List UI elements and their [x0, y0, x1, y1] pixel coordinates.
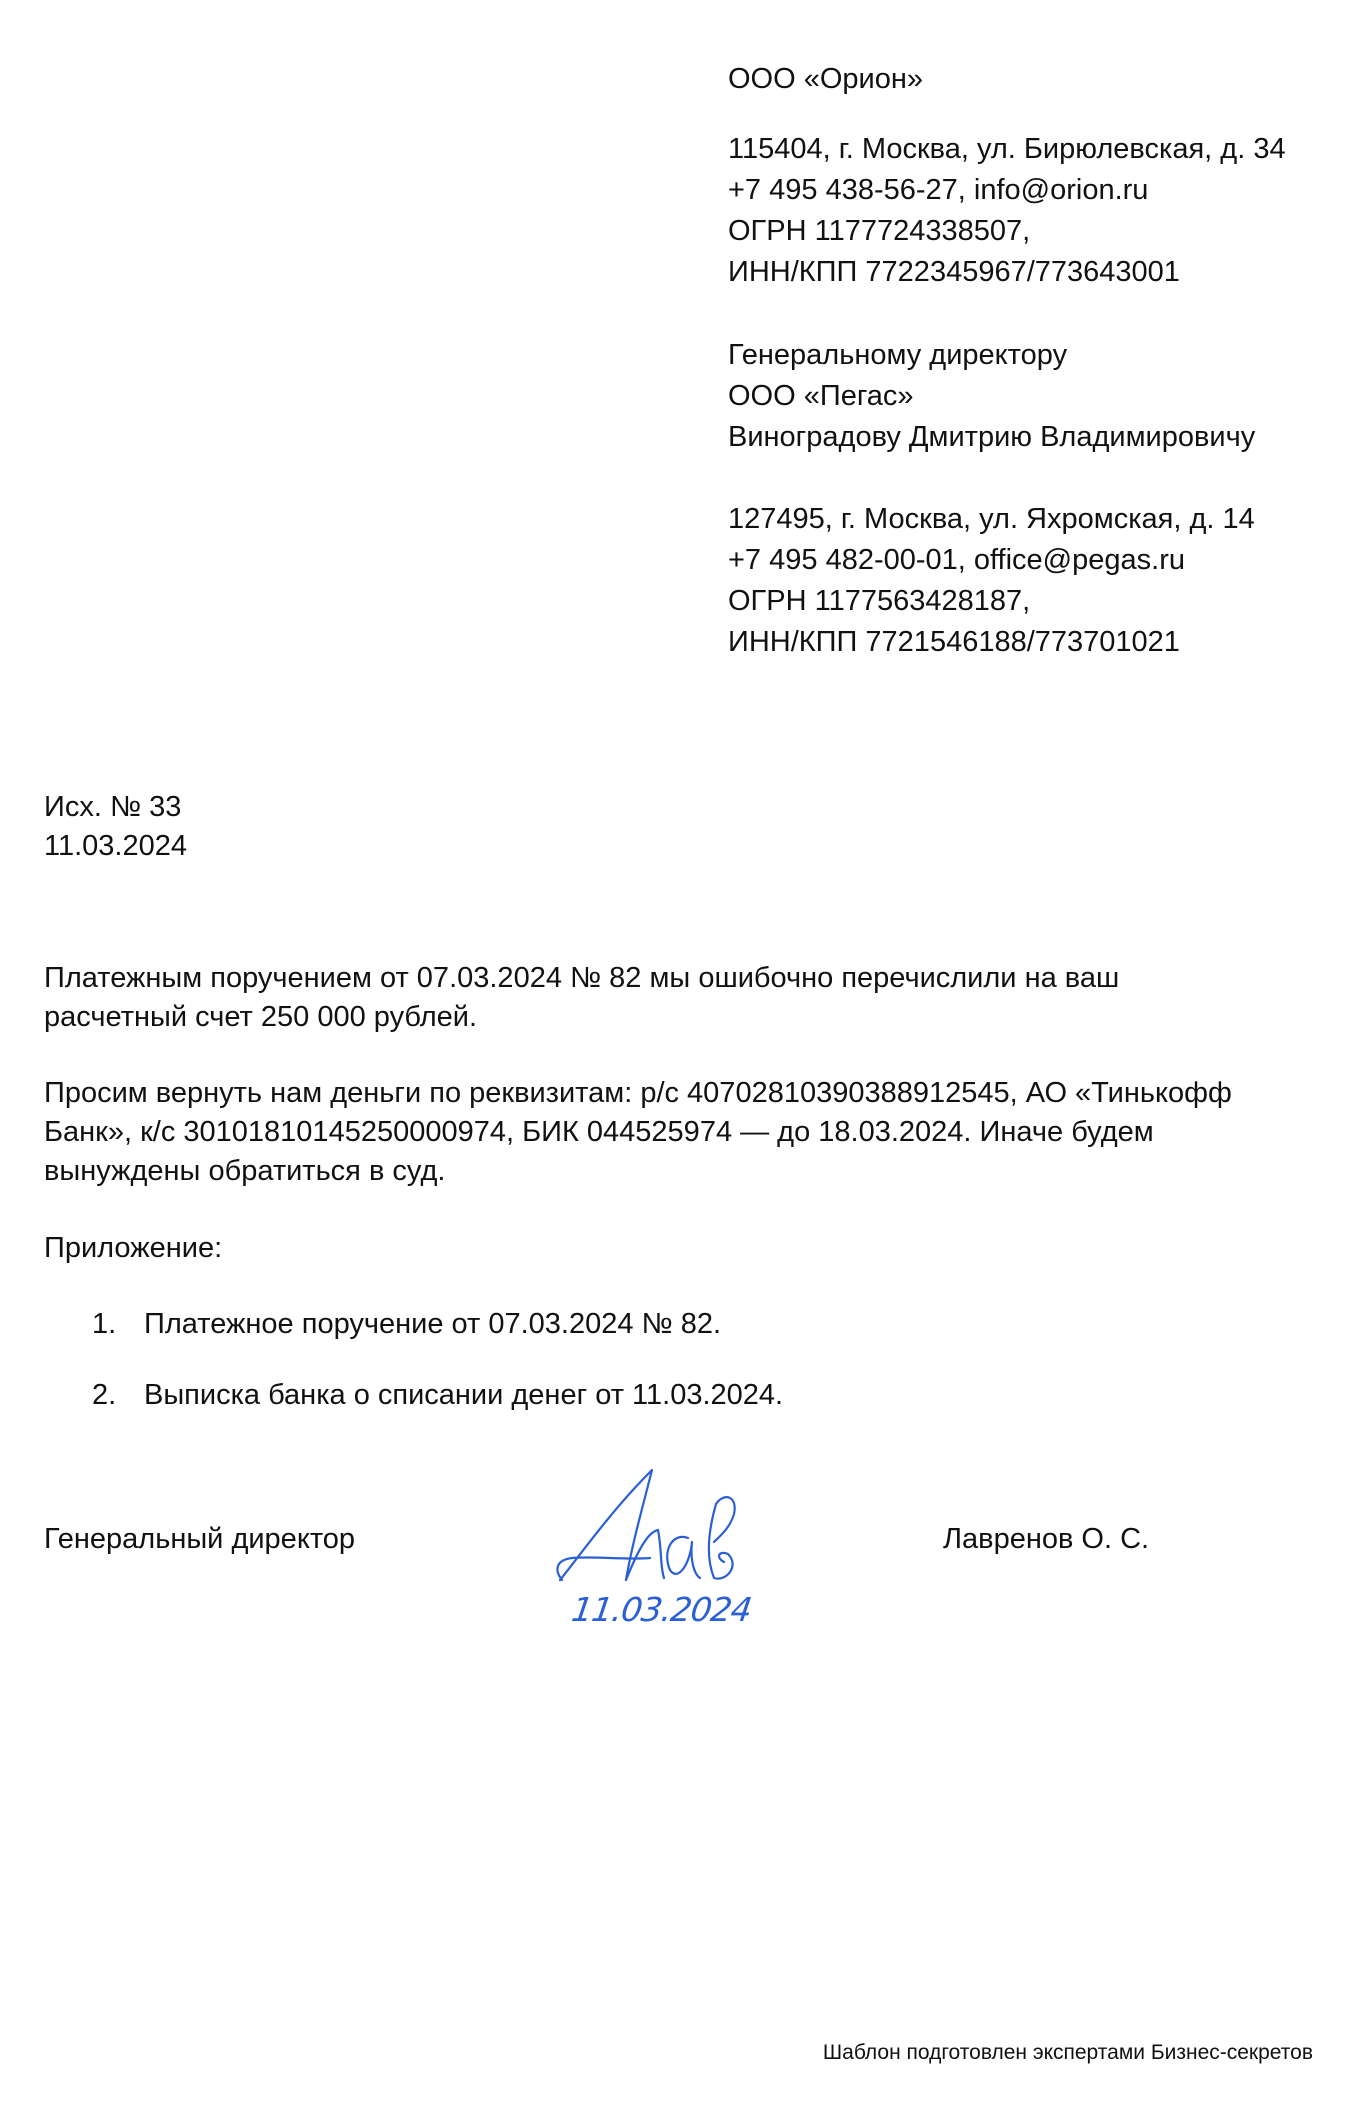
sender-name: ООО «Орион» [728, 63, 924, 95]
paragraph-line: Платежным поручением от 07.03.2024 № 82 мы ошибочно перечислили на ваш [44, 962, 1120, 994]
signer-name: Лавренов О. С. [943, 1523, 1150, 1555]
paragraph-line: расчетный счет 250 000 рублей. [44, 1001, 478, 1033]
recipient-contacts: +7 495 482-00-01, office@pegas.ru [728, 544, 1185, 576]
recipient-position: Генеральному директору [728, 339, 1068, 371]
recipient-address: 127495, г. Москва, ул. Яхромская, д. 14 [728, 503, 1255, 535]
paragraph-line: вынуждены обратиться в суд. [44, 1155, 446, 1187]
signer-position: Генеральный директор [44, 1523, 356, 1555]
recipient-company: ООО «Пегас» [728, 380, 914, 412]
recipient-person: Виноградову Дмитрию Владимировичу [728, 421, 1256, 453]
attachments-title: Приложение: [44, 1232, 223, 1264]
paragraph-line: Банк», к/с 30101810145250000974, БИК 044525974 — до 18.03.2024. Иначе будем [44, 1116, 1154, 1148]
sender-ogrn: ОГРН 1177724338507, [728, 215, 1031, 247]
list-item-text: Выписка банка о списании денег от 11.03.2024. [144, 1379, 784, 1411]
recipient-ogrn: ОГРН 1177563428187, [728, 585, 1031, 617]
list-item-text: Платежное поручение от 07.03.2024 № 82. [144, 1308, 722, 1340]
sender-inn-kpp: ИНН/КПП 7722345967/773643001 [728, 256, 1180, 288]
recipient-inn-kpp: ИНН/КПП 7721546188/773701021 [728, 626, 1180, 658]
signature-date: 11.03.2024 [569, 1590, 754, 1629]
outgoing-number: Исх. № 33 [44, 791, 182, 823]
sender-contacts: +7 495 438-56-27, info@orion.ru [728, 174, 1149, 206]
outgoing-date: 11.03.2024 [44, 830, 187, 862]
sender-address: 115404, г. Москва, ул. Бирюлевская, д. 34 [728, 133, 1286, 165]
list-item-number: 1. [92, 1308, 117, 1340]
paragraph-line: Просим вернуть нам деньги по реквизитам: р/с 40702810390388912545, АО «Тинькофф [44, 1077, 1232, 1109]
list-item-number: 2. [92, 1379, 117, 1411]
template-note: Шаблон подготовлен экспертами Бизнес-секретов [822, 2041, 1313, 2064]
